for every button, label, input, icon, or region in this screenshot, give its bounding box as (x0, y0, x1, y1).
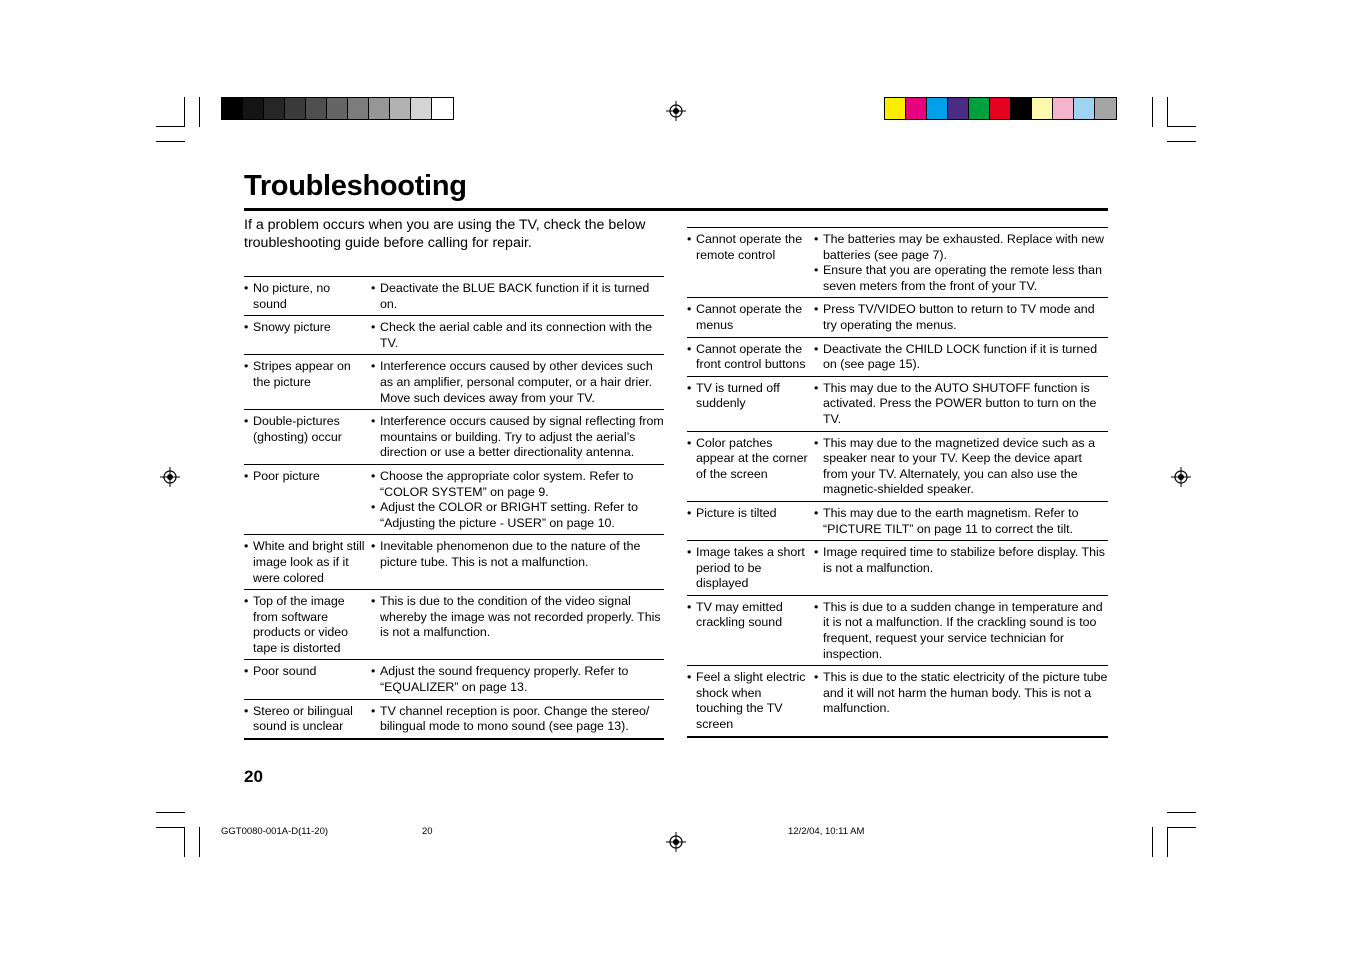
grayscale-color-bar (221, 97, 454, 120)
table-row (244, 590, 664, 660)
problem-cell (687, 545, 814, 592)
problem-cell (244, 539, 371, 586)
color-swatch (969, 98, 990, 119)
solution-text: This may due to the magnetized device such as a speaker near to your TV. Keep the device apart from your TV. Alternately, you can also use the magnetic-shielded speaker. (823, 435, 1096, 497)
bullet: • (814, 505, 819, 520)
solution-item (371, 704, 664, 735)
solution-cell (814, 600, 1108, 662)
color-swatch (906, 98, 927, 119)
table-row (687, 541, 1108, 596)
solution-item (371, 281, 664, 312)
solution-item (371, 594, 664, 641)
registration-mark-icon (666, 101, 686, 121)
table-row (244, 410, 664, 465)
color-swatch (885, 98, 906, 119)
problem-text: Stereo or bilingual sound is unclear (253, 703, 353, 734)
problem-cell (687, 506, 814, 537)
bullet: • (244, 320, 249, 335)
solution-item (371, 500, 664, 531)
color-swatch (369, 98, 390, 119)
solution-item (814, 436, 1108, 498)
problem-cell (244, 664, 371, 695)
bullet: • (244, 281, 249, 295)
color-swatch (264, 98, 285, 119)
color-swatch (927, 98, 948, 119)
table-row (244, 465, 664, 535)
bullet: • (814, 302, 819, 317)
color-swatch (1011, 98, 1032, 119)
problem-text: Poor picture (253, 468, 320, 483)
problem-text: TV is turned off suddenly (696, 380, 780, 411)
bullet: • (687, 599, 692, 614)
problem-text: Picture is tilted (696, 505, 777, 520)
crop-mark (156, 126, 185, 127)
solution-item (814, 670, 1108, 717)
solution-item (814, 302, 1108, 333)
color-swatch (285, 98, 306, 119)
bullet: • (244, 703, 249, 718)
registration-mark-icon (1171, 467, 1191, 487)
table-row (244, 276, 664, 316)
table-row (244, 700, 664, 740)
bullet: • (371, 359, 376, 374)
bullet: • (687, 302, 692, 317)
crop-mark (184, 97, 185, 127)
intro-text: If a problem occurs when you are using the TV, check the below troubleshooting guide before calling for repair. (244, 217, 646, 251)
table-row (687, 298, 1108, 337)
color-swatch (1095, 98, 1116, 119)
bullet: • (371, 500, 376, 515)
registration-mark-icon (666, 832, 686, 852)
solution-text: Inevitable phenomenon due to the nature of the picture tube. This is not a malfunction. (380, 539, 641, 569)
problem-text: Snowy picture (253, 320, 331, 335)
bullet: • (371, 281, 376, 295)
bullet: • (371, 594, 376, 609)
bullet: • (687, 505, 692, 520)
solution-item (371, 469, 664, 500)
footer-timestamp: 12/2/04, 10:11 AM (788, 826, 865, 837)
problem-text: Image takes a short period to be displayed (696, 545, 805, 591)
solution-text: Adjust the COLOR or BRIGHT setting. Refer to “Adjusting the picture - USER” on page 10. (380, 500, 639, 530)
table-row (687, 502, 1108, 541)
bullet: • (687, 232, 692, 246)
solution-cell (814, 506, 1108, 537)
crop-mark (1152, 827, 1153, 857)
bullet: • (814, 435, 819, 450)
problem-text: No picture, no sound (253, 281, 331, 311)
footer-doc-code: GGT0080-001A-D(11-20) (221, 826, 329, 837)
solution-item (371, 320, 664, 351)
solution-text: Ensure that you are operating the remote less than seven meters from the front of your TV. (823, 263, 1102, 293)
crop-mark (1167, 827, 1168, 857)
bullet: • (371, 414, 376, 429)
solution-text: The batteries may be exhausted. Replace with new batteries (see page 7). (823, 232, 1105, 262)
solution-cell (371, 664, 664, 695)
solution-text: TV channel reception is poor. Change the stereo/ bilingual mode to mono sound (see page 13). (380, 703, 650, 734)
solution-text: Choose the appropriate color system. Refer to “COLOR SYSTEM” on page 9. (380, 468, 634, 499)
color-swatch (1032, 98, 1053, 119)
solution-text: Adjust the sound frequency properly. Refer to “EQUALIZER” on page 13. (380, 664, 629, 695)
table-row (687, 227, 1108, 298)
problem-cell (687, 670, 814, 732)
problem-text: White and bright still image look as if it were colored (253, 539, 365, 585)
bullet: • (814, 263, 819, 278)
solution-text: Image required time to stabilize before display. This is not a malfunction. (823, 545, 1105, 575)
solution-text: Deactivate the CHILD LOCK function if it is turned on (see page 15). (823, 341, 1098, 372)
bullet: • (814, 545, 819, 560)
table-row (687, 596, 1108, 666)
solution-cell (814, 232, 1108, 294)
color-swatch (327, 98, 348, 119)
bullet: • (687, 670, 692, 685)
bullet: • (371, 468, 376, 483)
bullet: • (244, 468, 249, 483)
troubleshooting-table-right (687, 227, 1108, 738)
problem-text: TV may emitted crackling sound (696, 599, 783, 630)
solution-item (371, 539, 664, 570)
solution-text: Deactivate the BLUE BACK function if it is turned on. (380, 281, 650, 311)
solution-cell (371, 281, 664, 312)
page-number: 20 (244, 767, 263, 786)
solution-cell (371, 414, 664, 461)
solution-item (371, 414, 664, 461)
bullet: • (814, 599, 819, 614)
table-row (687, 432, 1108, 502)
problem-text: Stripes appear on the picture (253, 359, 351, 389)
bullet: • (814, 670, 819, 685)
bullet: • (371, 703, 376, 718)
solution-item (814, 263, 1108, 294)
solution-item (371, 359, 664, 406)
problem-cell (687, 436, 814, 498)
color-swatch (432, 98, 453, 119)
problem-text: Feel a slight electric shock when touching the TV screen (696, 670, 806, 732)
solution-text: This is due to the static electricity of the picture tube and it will not harm the human body. This is not a malfunction. (823, 670, 1108, 716)
problem-cell (687, 381, 814, 428)
color-swatch (243, 98, 264, 119)
table-row (244, 316, 664, 355)
problem-text: Cannot operate the remote control (696, 232, 803, 262)
registration-mark-icon (160, 467, 180, 487)
color-swatch (411, 98, 432, 119)
footer-page: 20 (422, 826, 433, 837)
solution-item (814, 600, 1108, 662)
solution-text: Press TV/VIDEO button to return to TV mode and try operating the menus. (823, 302, 1095, 332)
crop-mark (1152, 97, 1153, 127)
problem-text: Poor sound (253, 664, 317, 679)
crop-mark (199, 97, 200, 127)
bullet: • (687, 545, 692, 560)
crop-mark (156, 141, 185, 142)
problem-cell (244, 414, 371, 461)
table-row (687, 666, 1108, 737)
solution-text: Interference occurs caused by signal reflecting from mountains or building. Try to adjust the aerial’s direction or use a better directionality antenna. (380, 414, 664, 460)
problem-text: Color patches appear at the corner of the screen (696, 435, 808, 481)
solution-item (814, 545, 1108, 576)
crop-mark (1167, 827, 1196, 828)
bullet: • (371, 320, 376, 335)
table-row (687, 377, 1108, 432)
solution-cell (371, 594, 664, 656)
problem-text: Double-pictures (ghosting) occur (253, 414, 342, 444)
problem-text: Cannot operate the menus (696, 302, 803, 332)
solution-text: Check the aerial cable and its connection with the TV. (380, 320, 653, 350)
bullet: • (244, 594, 249, 609)
solution-item (814, 342, 1108, 373)
solution-cell (814, 545, 1108, 592)
bullet: • (814, 341, 819, 356)
crop-mark (156, 812, 185, 813)
color-swatch (348, 98, 369, 119)
solution-cell (814, 436, 1108, 498)
problem-text: Top of the image from software products or video tape is distorted (253, 594, 349, 655)
table-row (244, 355, 664, 410)
bullet: • (244, 539, 249, 554)
bullet: • (371, 664, 376, 679)
bullet: • (687, 435, 692, 450)
crop-mark (199, 827, 200, 857)
color-swatch (390, 98, 411, 119)
problem-text: Cannot operate the front control buttons (696, 341, 806, 372)
color-swatch (1074, 98, 1095, 119)
solution-cell (814, 342, 1108, 373)
problem-cell (687, 600, 814, 662)
table-row (244, 660, 664, 699)
process-color-bar (884, 97, 1117, 120)
table-row (687, 338, 1108, 377)
crop-mark (1167, 141, 1196, 142)
solution-cell (371, 469, 664, 531)
bullet: • (371, 539, 376, 554)
problem-cell (687, 232, 814, 294)
crop-mark (1167, 812, 1196, 813)
bullet: • (244, 664, 249, 679)
problem-cell (244, 359, 371, 406)
title-rule (244, 208, 1108, 211)
bullet: • (687, 380, 692, 395)
problem-cell (244, 320, 371, 351)
bullet: • (244, 414, 249, 429)
problem-cell (687, 302, 814, 333)
crop-mark (1167, 97, 1168, 127)
problem-cell (244, 469, 371, 531)
page-title: Troubleshooting (244, 170, 467, 202)
color-swatch (1053, 98, 1074, 119)
solution-text: Interference occurs caused by other devices such as an amplifier, personal computer, or a hair drier. Move such devices away from your TV. (380, 359, 653, 405)
problem-cell (244, 704, 371, 735)
solution-item (814, 506, 1108, 537)
color-swatch (222, 98, 243, 119)
bullet: • (814, 232, 819, 246)
solution-cell (814, 381, 1108, 428)
bullet: • (687, 341, 692, 356)
solution-text: This may due to the AUTO SHUTOFF function is activated. Press the POWER button to turn on the TV. (823, 380, 1097, 426)
solution-text: This is due to a sudden change in temperature and it is not a malfunction. If the crackling sound is too frequent, request your service technician for inspection. (823, 599, 1103, 661)
solution-item (371, 664, 664, 695)
problem-cell (687, 342, 814, 373)
bullet: • (244, 359, 249, 374)
solution-cell (371, 704, 664, 735)
troubleshooting-table-left (244, 276, 664, 740)
crop-mark (156, 827, 185, 828)
problem-cell (244, 594, 371, 656)
color-swatch (306, 98, 327, 119)
solution-item (814, 232, 1108, 263)
solution-cell (814, 302, 1108, 333)
solution-text: This may due to the earth magnetism. Refer to “PICTURE TILT” on page 11 to correct the tilt. (823, 505, 1079, 536)
crop-mark (184, 827, 185, 857)
bullet: • (814, 380, 819, 395)
color-swatch (990, 98, 1011, 119)
solution-cell (371, 359, 664, 406)
solution-cell (814, 670, 1108, 732)
solution-text: This is due to the condition of the video signal whereby the image was not recorded properly. This is not a malfunction. (380, 594, 661, 640)
table-row (244, 535, 664, 590)
crop-mark (1167, 126, 1196, 127)
color-swatch (948, 98, 969, 119)
solution-cell (371, 320, 664, 351)
problem-cell (244, 281, 371, 312)
solution-cell (371, 539, 664, 586)
solution-item (814, 381, 1108, 428)
